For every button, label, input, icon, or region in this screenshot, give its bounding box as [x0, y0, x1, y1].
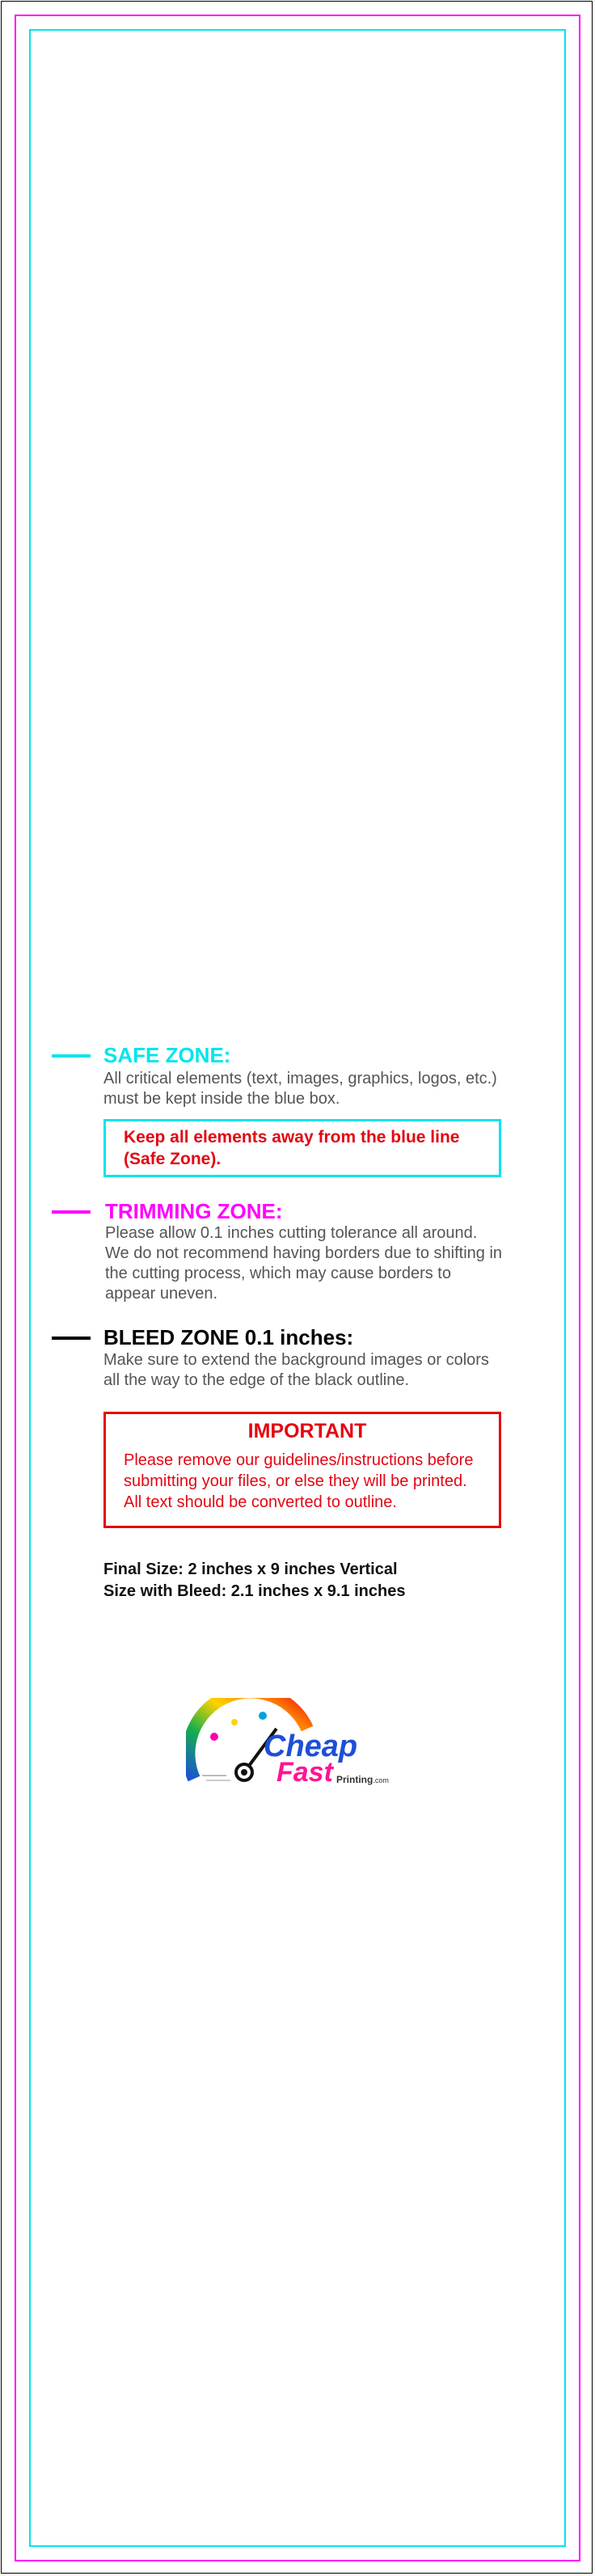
logo-word-cheap: Cheap	[264, 1729, 358, 1763]
bleed-zone-title: BLEED ZONE 0.1 inches:	[103, 1325, 354, 1349]
safe-zone-note-line: (Safe Zone).	[124, 1150, 222, 1168]
bleed-zone-description	[103, 1350, 489, 1391]
logo-suffix-text: .com	[373, 1776, 389, 1784]
safe-zone-note-box	[103, 1119, 501, 1177]
important-line: submitting your files, or else they will be printed.	[124, 1472, 467, 1490]
trimming-zone-description	[105, 1223, 502, 1304]
bleed-zone-line: Make sure to extend the background images or colors	[103, 1351, 489, 1369]
trimming-zone-line: the cutting process, which may cause borders to	[105, 1265, 451, 1282]
important-line: All text should be converted to outline.	[124, 1493, 397, 1511]
trimming-zone-line: Please allow 0.1 inches cutting tolerance all around.	[105, 1224, 478, 1242]
safe-zone-note-line: Keep all elements away from the blue line	[124, 1128, 460, 1147]
important-title: IMPORTANT	[247, 1420, 367, 1442]
final-size-line: Final Size: 2 inches x 9 inches Vertical	[103, 1560, 398, 1578]
bleed-zone-line: all the way to the edge of the black outline.	[103, 1371, 410, 1389]
final-size-info	[103, 1559, 405, 1603]
trimming-zone-line: appear uneven.	[105, 1285, 218, 1303]
cheapfastprinting-logo	[186, 1698, 404, 1791]
safe-zone-legend-line	[52, 1054, 91, 1058]
logo-word-printing	[336, 1774, 389, 1786]
important-line: Please remove our guidelines/instructions before	[124, 1451, 474, 1469]
important-text	[124, 1450, 491, 1513]
bleed-zone-legend-line	[52, 1337, 91, 1340]
logo-printing-text: Printing	[336, 1774, 373, 1785]
trimming-zone-title: TRIMMING ZONE:	[105, 1199, 283, 1223]
safe-zone-line: must be kept inside the blue box.	[103, 1090, 340, 1108]
bleed-size-line: Size with Bleed: 2.1 inches x 9.1 inches	[103, 1582, 406, 1600]
important-box	[103, 1412, 501, 1528]
safe-zone-description	[103, 1069, 497, 1109]
trimming-zone-line: We do not recommend having borders due to shifting in	[105, 1244, 503, 1262]
safe-zone-title: SAFE ZONE:	[103, 1043, 231, 1067]
safe-zone-line: All critical elements (text, images, graphics, logos, etc.)	[103, 1070, 497, 1087]
trimming-zone-legend-line	[52, 1210, 91, 1214]
logo-word-fast: Fast	[276, 1757, 333, 1788]
